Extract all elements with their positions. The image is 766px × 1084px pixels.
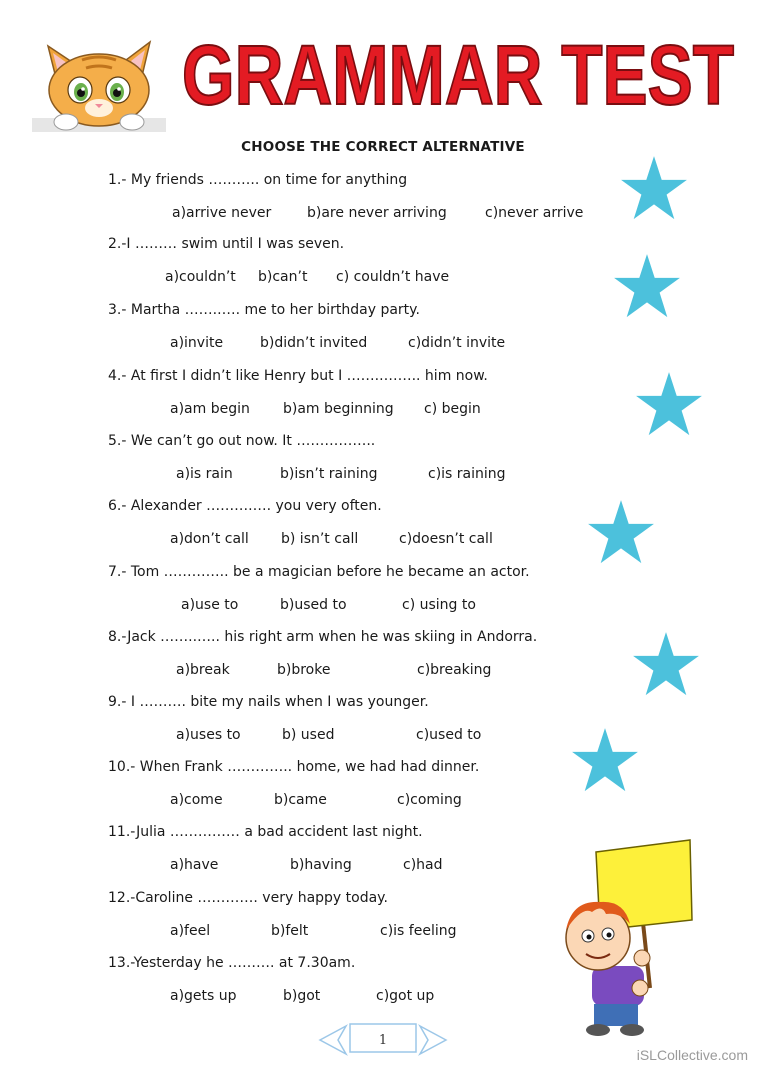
question-text: 9.- I ………. bite my nails when I was younger. [108,694,429,710]
answer-option: a)arrive never [172,205,272,221]
question-text: 13.-Yesterday he ………. at 7.30am. [108,955,356,971]
answer-option: c) using to [402,597,476,613]
answer-option: c)used to [416,727,482,743]
svg-text:GRAMMAR TEST: GRAMMAR TEST [182,28,734,120]
question-text: 6.- Alexander ……….…. you very often. [108,498,382,514]
star-icon [586,498,656,568]
answer-option: c)is feeling [380,923,457,939]
question-text: 7.- Tom ………….. be a magician before he became an actor. [108,564,530,580]
question-text: 4.- At first I didn’t like Henry but I ……..…….. him now. [108,368,488,384]
answer-option: a)invite [170,335,224,351]
answer-option: a)come [170,792,223,808]
boy-with-sign-illustration [540,838,700,1038]
answer-option: b)are never arriving [307,205,447,221]
answer-option: c)breaking [417,662,492,678]
instructions-heading: CHOOSE THE CORRECT ALTERNATIVE [241,139,525,155]
answer-option: b)can’t [258,269,308,285]
answer-option: a)is rain [176,466,233,482]
answer-option: b)didn’t invited [260,335,368,351]
star-icon [570,726,640,796]
answer-option: a)don’t call [170,531,249,547]
answer-option: c)didn’t invite [408,335,506,351]
answer-option: c) begin [424,401,481,417]
answer-option: a)use to [181,597,239,613]
answer-option: a)couldn’t [165,269,236,285]
star-icon [631,630,701,700]
answer-option: c)is raining [428,466,506,482]
answer-option: b)broke [277,662,331,678]
question-text: 8.-Jack ……..….. his right arm when he was skiing in Andorra. [108,629,538,645]
question-text: 5.- We can’t go out now. It …………….. [108,433,376,449]
answer-option: b)am beginning [283,401,394,417]
question-text: 1.- My friends ……….. on time for anything [108,172,408,188]
question-text: 11.-Julia …………… a bad accident last night. [108,824,423,840]
answer-option: b) isn’t call [281,531,359,547]
answer-option: b)came [274,792,327,808]
answer-option: c)never arrive [485,205,584,221]
answer-option: b)used to [280,597,347,613]
answer-option: c)coming [397,792,462,808]
answer-option: b)got [283,988,321,1004]
page-number-ornament [318,1018,448,1056]
question-text: 3.- Martha ……..…. me to her birthday party. [108,302,420,318]
page-title [178,22,738,120]
star-icon [619,154,689,224]
star-icon [612,252,682,322]
answer-option: c)had [403,857,443,873]
answer-option: c)got up [376,988,435,1004]
answer-option: a)gets up [170,988,237,1004]
question-text: 2.-I ……… swim until I was seven. [108,236,345,252]
question-text: 12.-Caroline …………. very happy today. [108,890,388,906]
question-text: 10.- When Frank ………….. home, we had had dinner. [108,759,480,775]
answer-option: a)uses to [176,727,241,743]
answer-option: a)am begin [170,401,250,417]
answer-option: b)felt [271,923,309,939]
answer-option: c) couldn’t have [336,269,450,285]
answer-option: b) used [282,727,335,743]
answer-option: c)doesn’t call [399,531,493,547]
cat-illustration [32,32,166,136]
brand-watermark: iSLCollective.com [636,1047,748,1063]
answer-option: a)break [176,662,230,678]
answer-option: a)feel [170,923,211,939]
answer-option: b)isn’t raining [280,466,378,482]
answer-option: a)have [170,857,219,873]
star-icon [634,370,704,440]
answer-option: b)having [290,857,352,873]
page-number: 1 [378,1033,388,1048]
